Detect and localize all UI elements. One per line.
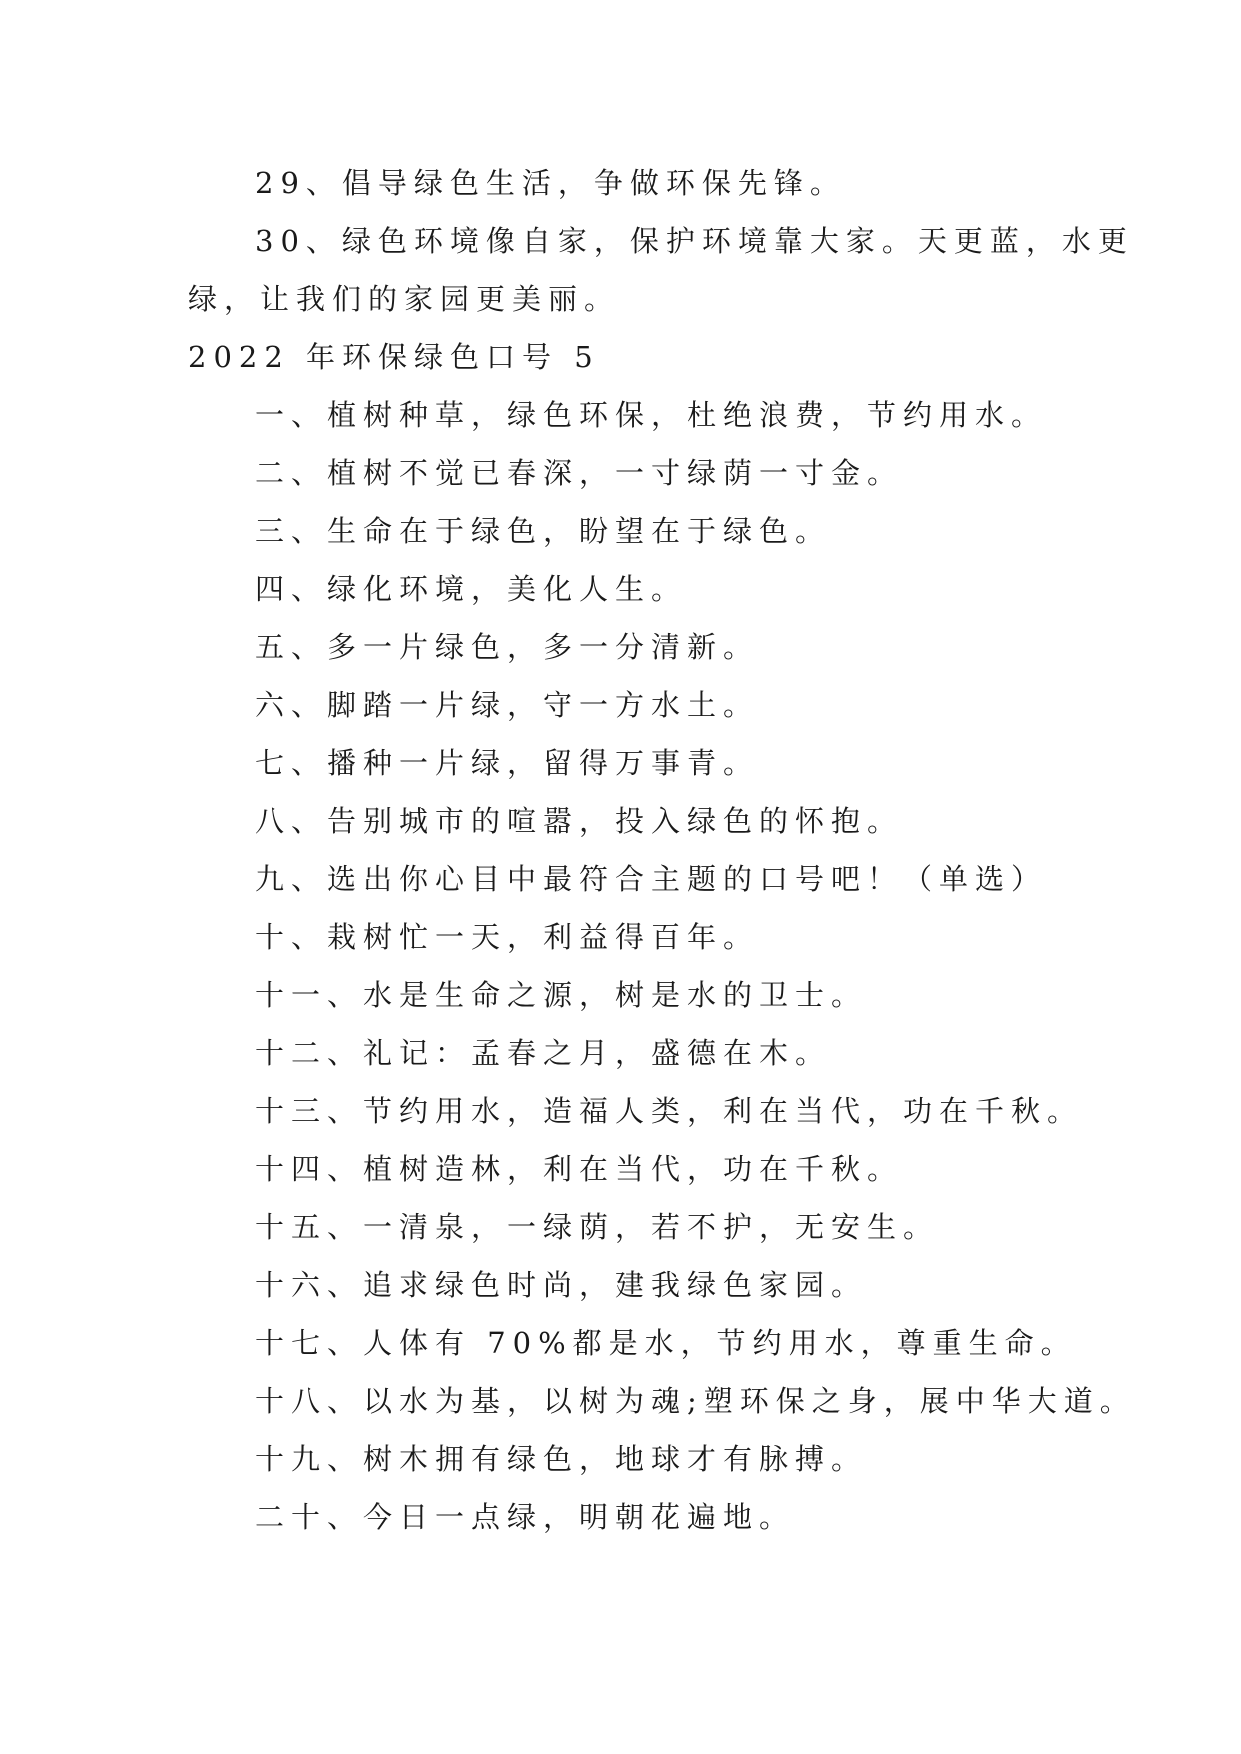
slogan-12: 十二、礼记：孟春之月，盛德在木。	[255, 1036, 832, 1070]
slogan-11: 十一、水是生命之源，树是水的卫士。	[255, 978, 868, 1012]
slogan-19: 十九、树木拥有绿色，地球才有脉搏。	[255, 1442, 868, 1476]
slogan-17: 十七、人体有 70%都是水，节约用水，尊重生命。	[255, 1326, 1077, 1360]
slogan-14: 十四、植树造林，利在当代，功在千秋。	[255, 1152, 904, 1186]
slogan-5: 五、多一片绿色，多一分清新。	[255, 630, 760, 664]
slogan-29: 29、倡导绿色生活，争做环保先锋。	[255, 166, 846, 200]
slogan-13: 十三、节约用水，造福人类，利在当代，功在千秋。	[255, 1094, 1084, 1128]
slogan-20: 二十、今日一点绿，明朝花遍地。	[255, 1500, 796, 1534]
slogan-3: 三、生命在于绿色，盼望在于绿色。	[255, 514, 832, 548]
slogan-1: 一、植树种草，绿色环保，杜绝浪费，节约用水。	[255, 398, 1048, 432]
slogan-18: 十八、以水为基，以树为魂;塑环保之身，展中华大道。	[255, 1384, 1136, 1418]
slogan-6: 六、脚踏一片绿，守一方水土。	[255, 688, 760, 722]
slogan-4: 四、绿化环境，美化人生。	[255, 572, 688, 606]
slogan-9: 九、选出你心目中最符合主题的口号吧！（单选）	[255, 862, 1048, 896]
section-heading: 2022 年环保绿色口号 5	[188, 340, 600, 374]
slogan-16: 十六、追求绿色时尚，建我绿色家园。	[255, 1268, 868, 1302]
slogan-2: 二、植树不觉已春深，一寸绿荫一寸金。	[255, 456, 904, 490]
slogan-15: 十五、一清泉，一绿荫，若不护，无安生。	[255, 1210, 940, 1244]
slogan-10: 十、栽树忙一天，利益得百年。	[255, 920, 760, 954]
slogan-30-line-2: 绿，让我们的家园更美丽。	[188, 282, 621, 316]
slogan-8: 八、告别城市的喧嚣，投入绿色的怀抱。	[255, 804, 904, 838]
slogan-30-line-1: 30、绿色环境像自家，保护环境靠大家。天更蓝，水更	[255, 224, 1134, 258]
slogan-7: 七、播种一片绿，留得万事青。	[255, 746, 760, 780]
